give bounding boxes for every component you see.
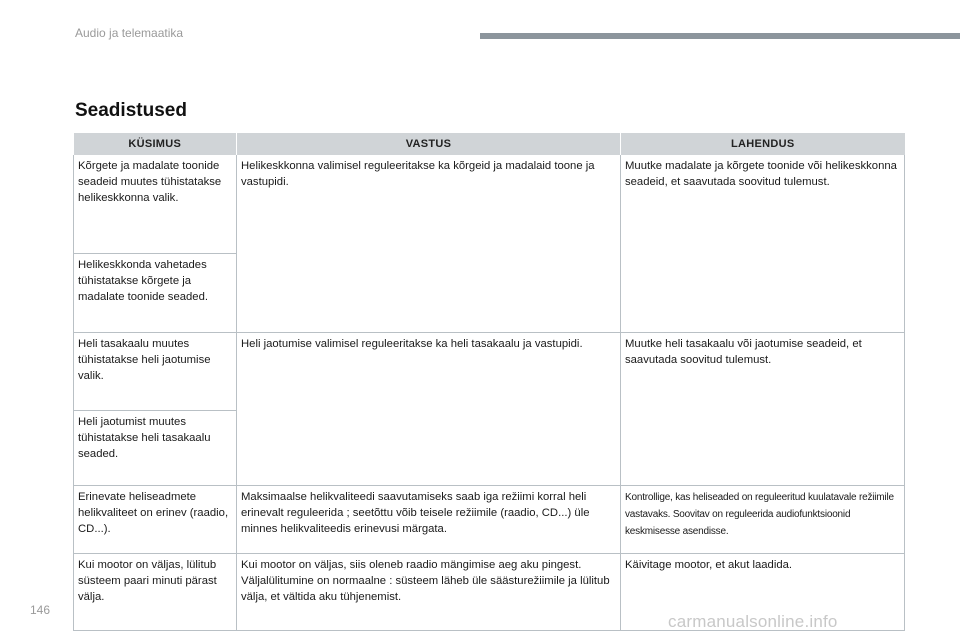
question-cell: Erinevate heliseadmete helikvaliteet on erinev (raadio, CD...). bbox=[74, 485, 237, 553]
solution-cell: Muutke madalate ja kõrgete toonide või helikeskkonna seadeid, et saavutada soovitud tulemust. bbox=[621, 155, 905, 332]
page-number: 146 bbox=[30, 603, 51, 617]
table-row bbox=[74, 485, 905, 553]
solution-cell: Käivitage mootor, et akut laadida. bbox=[621, 553, 905, 630]
watermark: carmanualsonline.info bbox=[668, 612, 838, 631]
question-cell: Helikeskkonda vahetades tühistatakse kõrgete ja madalate toonide seaded. bbox=[74, 253, 237, 332]
question-cell: Heli jaotumist muutes tühistatakse heli tasakaalu seaded. bbox=[74, 410, 237, 485]
solution-cell: Kontrollige, kas heliseaded on reguleeritud kuulatavale režiimile vastavaks. Soovitav on reguleerida audiofunktsioonid keskmisesse asendisse. bbox=[621, 485, 905, 553]
header-bar bbox=[480, 33, 960, 39]
header-solution: LAHENDUS bbox=[621, 133, 905, 155]
answer-cell: Maksimaalse helikvaliteedi saavutamiseks saab iga režiimi korral heli erinevalt reguleerida ; seetõttu võib teisele režiimile (raadio, CD...) üle minnes helikvaliteedis erinevusi märgata. bbox=[237, 485, 621, 553]
question-cell: Kui mootor on väljas, lülitub süsteem paari minuti pärast välja. bbox=[74, 553, 237, 630]
table-header-row bbox=[74, 133, 905, 155]
answer-cell: Heli jaotumise valimisel reguleeritakse ka heli tasakaalu ja vastupidi. bbox=[237, 332, 621, 485]
section-title: Audio ja telemaatika bbox=[75, 26, 184, 40]
table-row bbox=[74, 332, 905, 410]
answer-cell: Kui mootor on väljas, siis oleneb raadio mängimise aeg aku pingest. Väljalülitumine on normaalne : süsteem läheb üle säästurežiimile ja lülitub välja, et vältida aku tühjenemist. bbox=[237, 553, 621, 630]
question-cell: Kõrgete ja madalate toonide seadeid muutes tühistatakse helikeskkonna valik. bbox=[74, 155, 237, 253]
header-question: KÜSIMUS bbox=[74, 133, 237, 155]
header-answer: VASTUS bbox=[237, 133, 621, 155]
page-title: Seadistused bbox=[75, 100, 187, 121]
answer-cell: Helikeskkonna valimisel reguleeritakse ka kõrgeid ja madalaid toone ja vastupidi. bbox=[237, 155, 621, 332]
solution-cell: Muutke heli tasakaalu või jaotumise seadeid, et saavutada soovitud tulemust. bbox=[621, 332, 905, 485]
question-cell: Heli tasakaalu muutes tühistatakse heli jaotumise valik. bbox=[74, 332, 237, 410]
faq-table bbox=[73, 133, 905, 631]
table-row bbox=[74, 155, 905, 253]
